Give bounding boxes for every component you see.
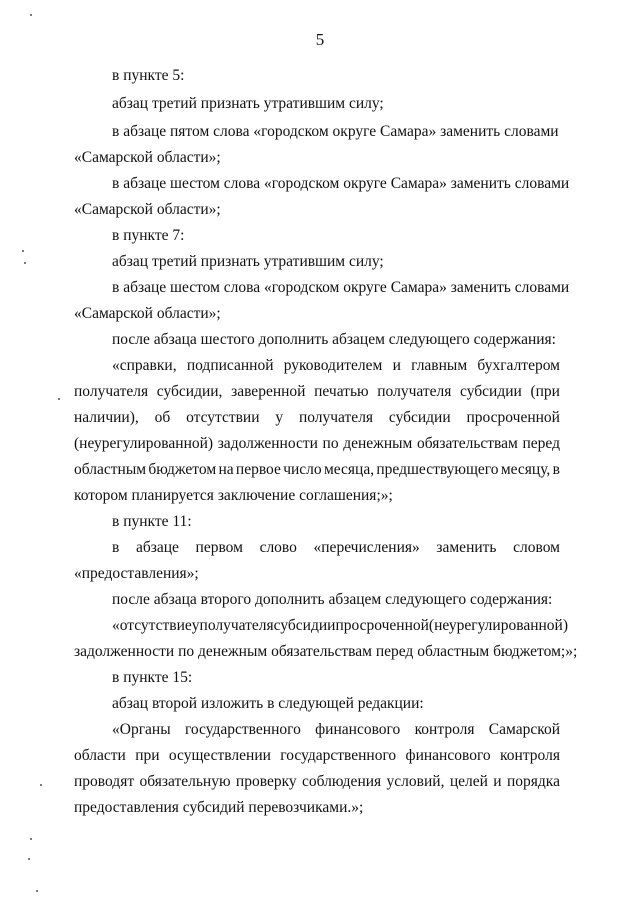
scan-speck [30,838,32,840]
justified-line: получателя субсидии, заверенной печатью получателя субсидии (при [74,383,560,400]
text-line: котором планируется заключение соглашения;»; [74,487,393,504]
text-line: абзац третий признать утратившим силу; [112,95,384,112]
scan-speck [24,262,26,264]
scan-speck [30,14,32,16]
justified-line: области при осуществлении государственного финансового контроля [74,747,560,764]
justified-line: «Органы государственного финансового контроля Самарской [112,721,560,738]
scan-speck [40,784,42,786]
text-line: абзац второй изложить в следующей редакции: [112,695,424,712]
text-line: в абзаце пятом слова «городском округе Самара» заменить словами [112,123,559,140]
text-line: предоставления субсидий перевозчиками.»; [74,799,364,816]
scan-speck [58,398,60,400]
text-line: после абзаца второго дополнить абзацем следующего содержания: [112,591,553,608]
text-line: в абзаце шестом слова «городском округе Самара» заменить словами [112,279,570,296]
justified-line: «справки, подписанной руководителем и главным бухгалтером [112,357,560,374]
justified-line: «отсутствие у получателя субсидии просроченной (неурегулированной) [112,617,568,634]
text-line: в пункте 5: [112,67,185,84]
justified-line: (неурегулированной) задолженности по денежным обязательствам перед [74,435,560,452]
justified-line: проводят обязательную проверку соблюдения условий, целей и порядка [74,773,560,790]
scan-speck [22,250,24,252]
text-line: задолженности по денежным обязательствам перед областным бюджетом;»; [74,643,578,660]
text-line: «предоставления»; [74,565,199,582]
text-line: в пункте 7: [112,227,185,244]
justified-line: наличии), об отсутствии у получателя субсидии просроченной [74,409,560,426]
text-line: в пункте 11: [112,513,192,530]
text-line: абзац третий признать утратившим силу; [112,253,384,270]
text-line: в абзаце шестом слова «городском округе Самара» заменить словами [112,175,570,192]
justified-line: областным бюджетом на первое число месяца, предшествующего месяцу, в [74,461,560,478]
text-line: «Самарской области»; [74,201,221,218]
text-line: «Самарской области»; [74,149,221,166]
page-number: 5 [315,30,325,49]
scan-speck [28,858,30,860]
text-line: после абзаца шестого дополнить абзацем следующего содержания: [112,331,556,348]
justified-line: в абзаце первом слово «перечисления» заменить словом [112,539,560,556]
text-line: «Самарской области»; [74,305,221,322]
text-line: в пункте 15: [112,669,193,686]
scan-speck [36,890,38,892]
